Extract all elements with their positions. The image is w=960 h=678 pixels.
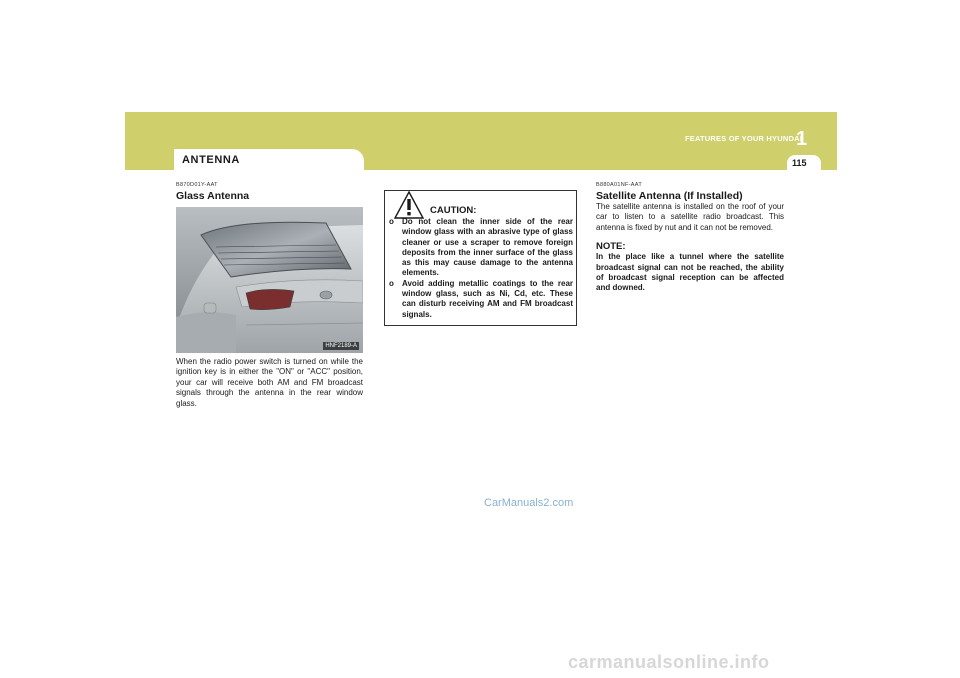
bullet: o [389,217,394,226]
section-title: ANTENNA [182,154,240,166]
glass-antenna-heading: Glass Antenna [176,190,250,202]
caution-item-text: Avoid adding metallic coatings to the rear window glass, such as Ni, Cd, etc. These can disturb receiving AM and FM broadcast signals. [402,278,573,319]
caution-item-text: Do not clean the inner side of the rear window glass with an abrasive type of glass cleaner or use a scraper to remove foreign deposits from the inner surface of the glass as this may cause damage to the antenna elements. [402,217,573,278]
page-number: 115 [792,158,807,168]
glass-antenna-body: When the radio power switch is turned on while the ignition key is in either the "ON" or "ACC" position, your car will receive both AM and FM broadcast signals through the antenna in the rear window glass. [176,357,363,408]
caution-list [389,217,573,320]
car-rear-window-figure [176,207,363,353]
note-title: NOTE: [596,241,626,253]
satellite-antenna-heading: Satellite Antenna (If Installed) [596,190,743,202]
caution-box [384,190,577,326]
glass-antenna-code: B870D01Y-AAT [176,182,218,188]
caution-title: CAUTION: [430,205,477,216]
satellite-antenna-code: B880A01NF-AAT [596,182,642,188]
note-body: In the place like a tunnel where the satellite broadcast signal can not be reached, the ability of broadcast signal reception can be affected and downed. [596,252,784,293]
figure-code: HNF2189-A [325,343,357,349]
satellite-antenna-body: The satellite antenna is installed on the roof of your car to listen to a satellite radio broadcast. This antenna is fixed by nut and it can not be removed. [596,202,784,232]
chapter-number: 1 [796,128,808,150]
caution-item [389,279,573,320]
bullet: o [389,278,394,288]
caution-item [389,217,573,279]
watermark-footer: carmanualsonline.info [568,652,770,672]
warning-triangle-icon [394,191,424,219]
chapter-title: FEATURES OF YOUR HYUNDAI [684,134,802,143]
satellite-antenna-section [596,182,784,294]
watermark-link[interactable]: CarManuals2.com [484,497,574,509]
glass-antenna-section [176,182,363,409]
car-rear-illustration [176,207,363,353]
